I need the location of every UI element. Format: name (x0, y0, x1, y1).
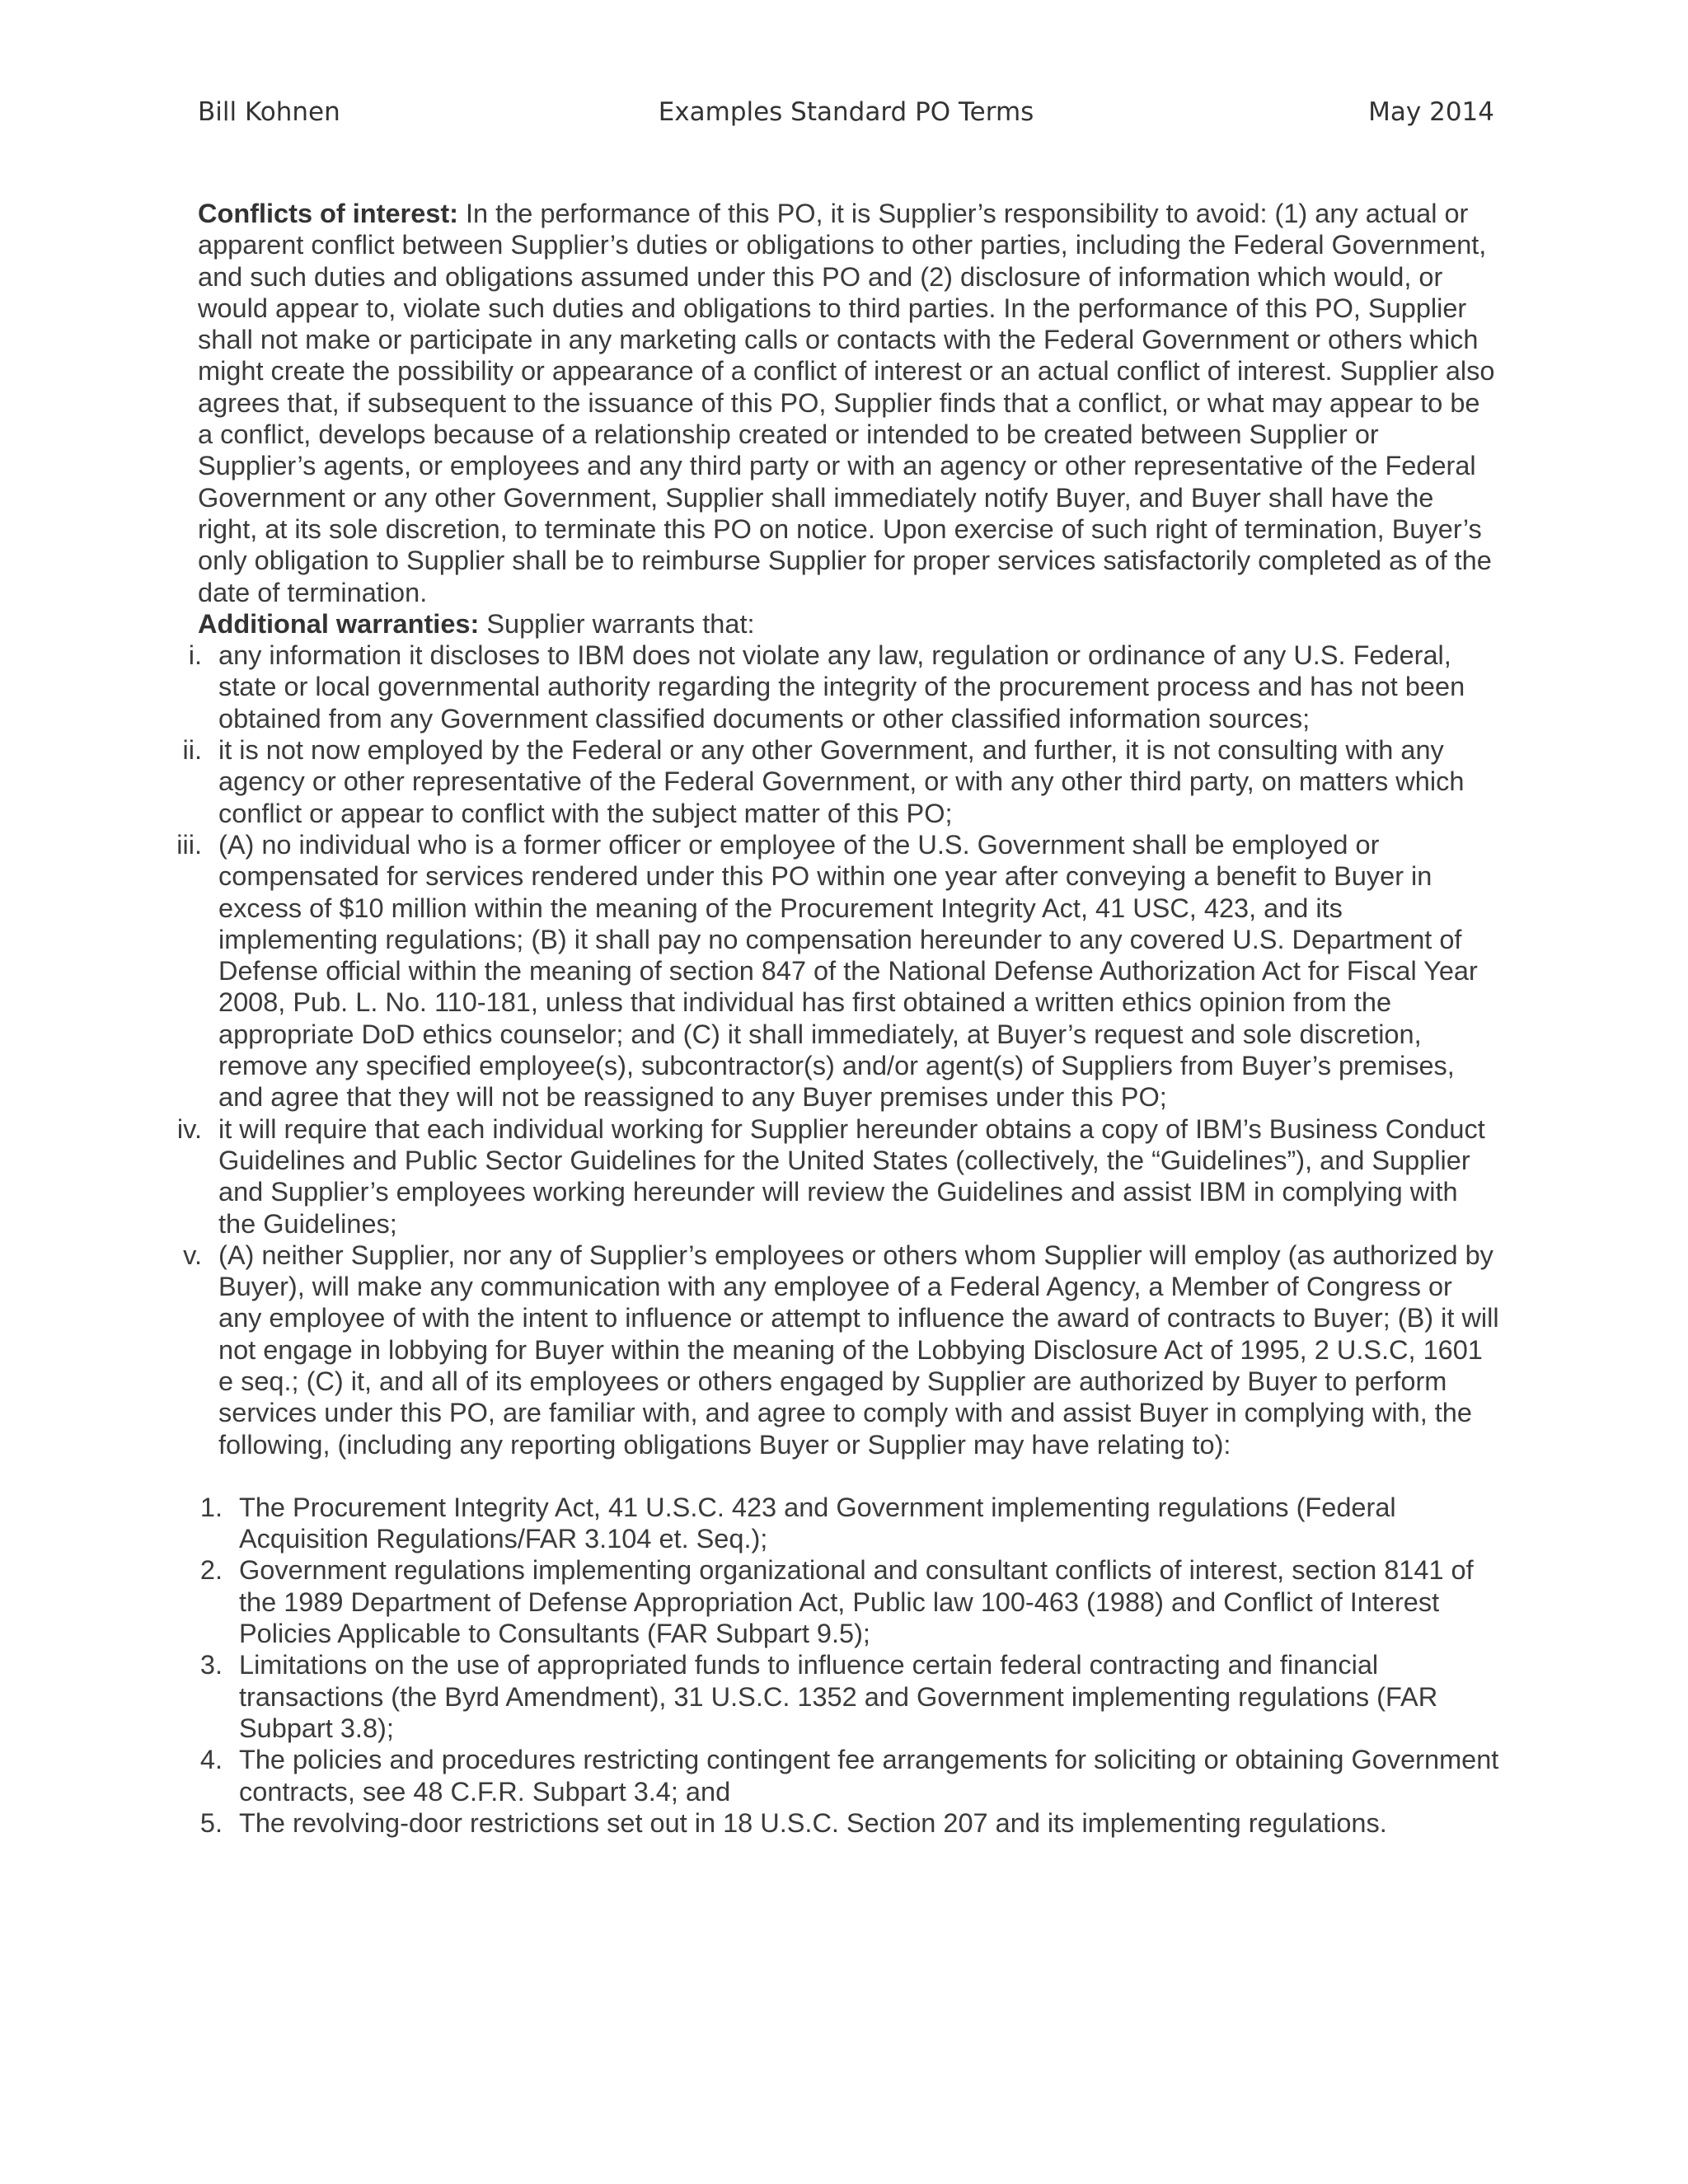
list-marker: 4. (199, 1745, 223, 1775)
list-item-text: The revolving-door restrictions set out in 18 U.S.C. Section 207 and its implementing regulations. (239, 1807, 1387, 1838)
header-title: Examples Standard PO Terms (658, 97, 1034, 127)
list-item (176, 829, 1500, 1113)
list-marker: i. (188, 640, 202, 671)
page-header (198, 97, 1494, 138)
list-item (198, 1649, 1500, 1744)
list-item (182, 734, 1500, 829)
list-item-text: The policies and procedures restricting contingent fee arrangements for soliciting or obtaining Government contracts, see 48 C.F.R. Subpart 3.4; and (239, 1745, 1499, 1807)
list-item (176, 1113, 1500, 1240)
list-item-text: Government regulations implementing organizational and consultant conflicts of interest, section 8141 of the 1989 Department of Defense Appropriation Act, Public law 100-463 (1988) and Conflict of Interest Policies Applicable to Consultants (FAR Subpart 9.5); (239, 1555, 1474, 1649)
list-marker: 3. (199, 1650, 223, 1680)
header-author: Bill Kohnen (198, 97, 340, 127)
list-item-text: (A) no individual who is a former officer or employee of the U.S. Government shall be employed or compensated for services rendered under this PO within one year after conveying a benefit to Buyer in excess of $10 million within the meaning of the Procurement Integrity Act, 41 USC, 423, and its implementing regulations; (B) it shall pay no compensation hereunder to any covered U.S. Department of Defense official within the meaning of section 847 of the National Defense Authorization Act for Fiscal Year 2008, Pub. L. No. 110-181, unless that individual has first obtained a written ethics opinion from the appropriate DoD ethics counselor; and (C) it shall immediately, at Buyer’s request and sole discretion, remove any specified employee(s), subcontractor(s) and/or agent(s) of Suppliers from Buyer’s premises, and agree that they will not be reassigned to any Buyer premises under this PO; (218, 829, 1478, 1113)
warranties-list (176, 640, 1500, 1460)
conflicts-of-interest-paragraph (198, 198, 1500, 608)
list-item-text: The Procurement Integrity Act, 41 U.S.C. 423 and Government implementing regulations (Federal Acquisition Regulations/FAR 3.104 et. Seq.); (239, 1492, 1396, 1554)
list-item (198, 1744, 1500, 1807)
conflicts-heading: Conflicts of interest: (198, 199, 458, 228)
list-item-text: (A) neither Supplier, nor any of Supplier’s employees or others whom Supplier will employ (as authorized by Buyer), will make any communication with any employee of a Federal Agency, a Member of Congress or any employee of with the intent to influence or attempt to influence the award of contracts to Buyer; (B) it will not engage in lobbying for Buyer within the meaning of the Lobbying Disclosure Act of 1995, 2 U.S.C, 1601 e seq.; (C) it, and all of its employees or others engaged by Supplier are authorized by Buyer to perform services under this PO, are familiar with, and agree to comply with and assist Buyer in complying with, the following, (including any reporting obligations Buyer or Supplier may have relating to): (218, 1240, 1499, 1460)
list-item (188, 640, 1500, 734)
additional-warranties-paragraph (198, 608, 1500, 640)
list-item (198, 1554, 1500, 1649)
conflicts-text: In the performance of this PO, it is Supplier’s responsibility to avoid: (1) any actual or apparent conflict between Supplier’s duties or obligations to other parties, including the Federal Government, and such duties and obligations assumed under this PO and (2) disclosure of information which would, or would appear to, violate such duties and obligations to third parties. In the performance of this PO, Supplier shall not make or participate in any marketing calls or contacts with the Federal Government or others which might create the possibility or appearance of a conflict of interest or an actual conflict of interest. Supplier also agrees that, if subsequent to the issuance of this PO, Supplier finds that a conflict, or what may appear to be a conflict, develops because of a relationship created or intended to be created between Supplier or Supplier’s agents, or employees and any third party or with an agency or other representative of the Federal Government or any other Government, Supplier shall immediately notify Buyer, and Buyer shall have the right, at its sole discretion, to terminate this PO on notice. Upon exercise of such right of termination, Buyer’s only obligation to Supplier shall be to reimburse Supplier for proper services satisfactorily completed as of the date of termination. (198, 199, 1495, 607)
list-item (198, 1492, 1500, 1555)
list-item (183, 1240, 1500, 1460)
warranties-intro: Supplier warrants that: (479, 608, 755, 639)
list-marker: iii. (176, 829, 202, 860)
list-marker: iv. (176, 1113, 202, 1144)
list-marker: ii. (182, 735, 202, 766)
regulations-list (198, 1492, 1500, 1839)
list-item-text: Limitations on the use of appropriated funds to influence certain federal contracting and financial transactions (the Byrd Amendment), 31 U.S.C. 1352 and Government implementing regulations (FAR Subpart 3.8); (239, 1650, 1438, 1743)
list-item-text: any information it discloses to IBM does not violate any law, regulation or ordinance of any U.S. Federal, state or local governmental authority regarding the integrity of the procurement process and has not been obtained from any Government classified documents or other classified information sources; (218, 640, 1465, 733)
list-marker: 5. (199, 1807, 223, 1838)
list-marker: v. (183, 1240, 202, 1270)
list-item-text: it will require that each individual working for Supplier hereunder obtains a copy of IBM’s Business Conduct Guidelines and Public Sector Guidelines for the United States (collectively, the “Guidelines”), and Supplier and Supplier’s employees working hereunder will review the Guidelines and assist IBM in complying with the Guidelines; (218, 1113, 1485, 1239)
list-marker: 2. (199, 1555, 223, 1586)
warranties-heading: Additional warranties: (198, 608, 480, 639)
header-date: May 2014 (1368, 97, 1494, 127)
list-item (198, 1807, 1500, 1839)
list-item-text: it is not now employed by the Federal or any other Government, and further, it is not consulting with any agency or other representative of the Federal Government, or with any other third party, on matters which conflict or appear to conflict with the subject matter of this PO; (218, 735, 1465, 828)
list-marker: 1. (199, 1492, 223, 1522)
document-body (176, 198, 1500, 1839)
